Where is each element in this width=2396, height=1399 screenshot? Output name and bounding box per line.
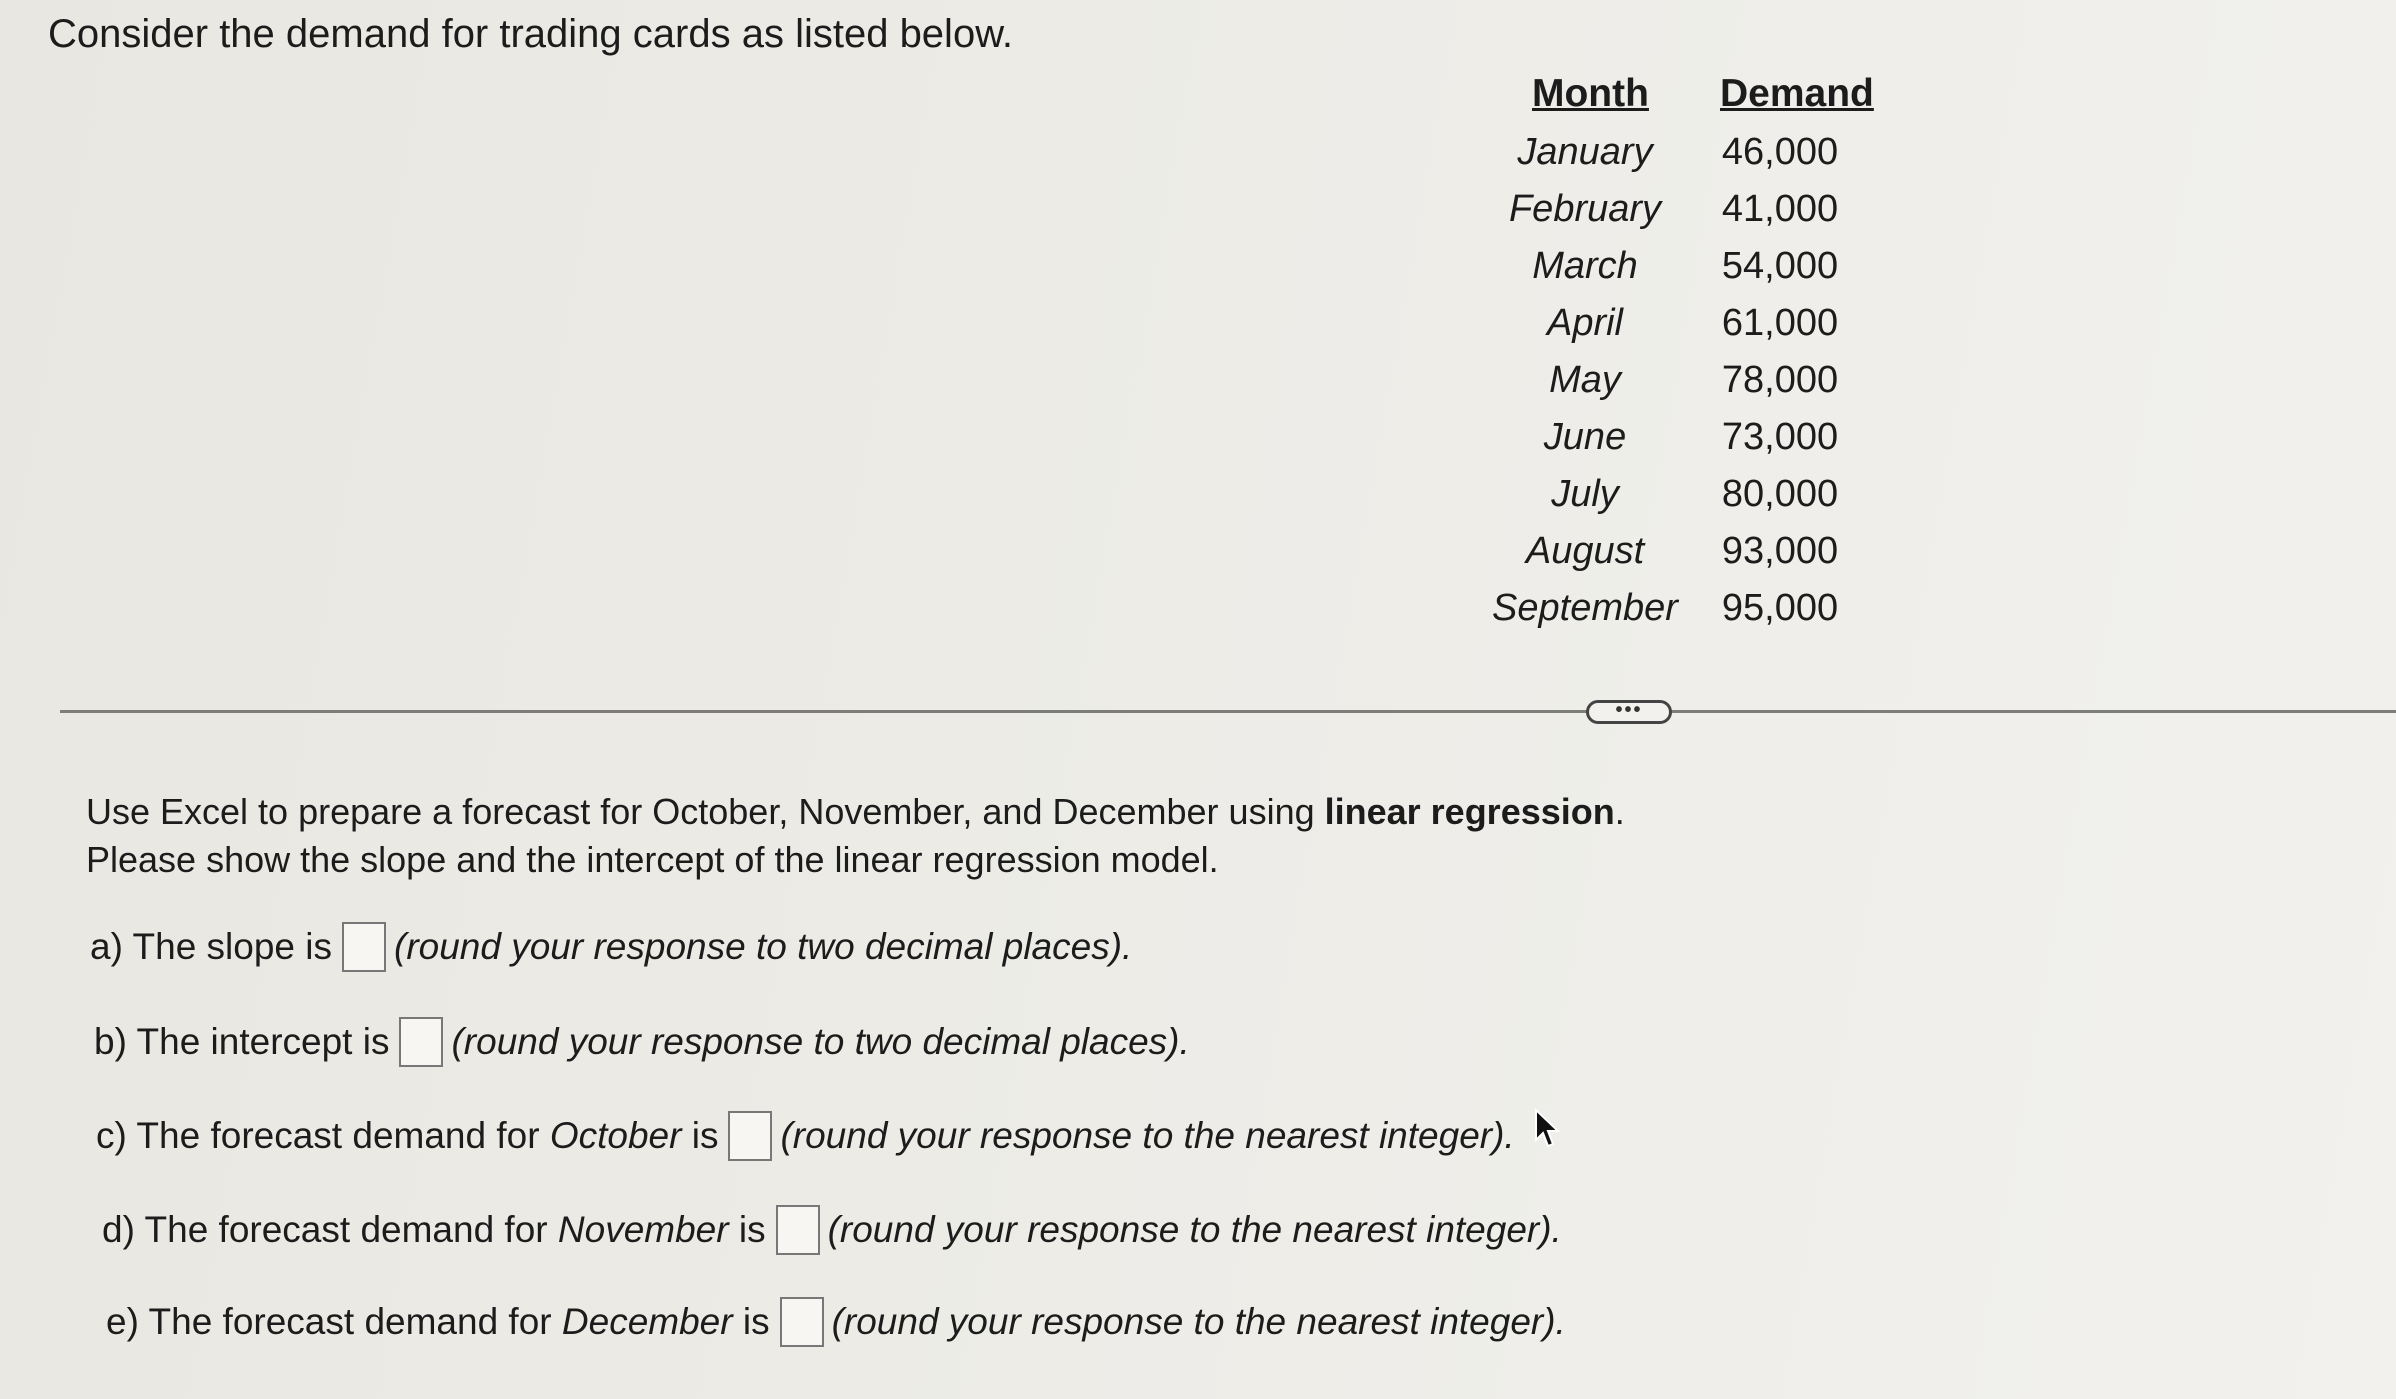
demand-cell: 80,000 — [1721, 473, 1839, 515]
question-d-label: d) The forecast demand for — [102, 1209, 558, 1250]
month-cell: September — [1492, 587, 1678, 629]
question-c — [96, 1111, 1515, 1161]
instructions-bold-method: linear regression — [1324, 791, 1615, 832]
instructions-line-2: Please show the slope and the intercept of the linear regression model. — [86, 839, 1219, 880]
table-row — [1480, 409, 1870, 466]
instructions-line-1 — [86, 788, 1625, 836]
question-e-note: (round your response to the nearest integer). — [831, 1301, 1566, 1342]
question-d-note: (round your response to the nearest integer). — [827, 1209, 1562, 1250]
slope-answer-input[interactable] — [342, 922, 386, 972]
demand-cell: 61,000 — [1721, 302, 1839, 344]
question-b-label: b) The intercept is — [94, 1021, 390, 1062]
question-b — [94, 1017, 1190, 1067]
expand-more-button[interactable]: ••• — [1586, 700, 1672, 724]
december-forecast-input[interactable] — [780, 1297, 824, 1347]
question-d — [102, 1205, 1562, 1255]
question-a-label: a) The slope is — [90, 926, 332, 967]
month-cell: February — [1508, 188, 1662, 230]
table-row — [1480, 580, 1870, 637]
demand-cell: 78,000 — [1721, 359, 1839, 401]
october-forecast-input[interactable] — [728, 1111, 772, 1161]
month-cell: July — [1551, 473, 1619, 515]
question-e-month: December — [561, 1301, 733, 1342]
question-a-note: (round your response to two decimal places). — [394, 926, 1133, 967]
month-cell: August — [1525, 530, 1645, 572]
table-row — [1480, 181, 1870, 238]
question-e-is: is — [732, 1301, 770, 1342]
month-column-header: Month — [1532, 72, 1649, 115]
demand-column-header: Demand — [1720, 72, 1874, 115]
section-divider — [60, 710, 2396, 713]
demand-cell: 95,000 — [1721, 587, 1839, 629]
question-b-note: (round your response to two decimal places). — [451, 1021, 1190, 1062]
month-cell: June — [1543, 416, 1627, 458]
question-c-label: c) The forecast demand for — [96, 1115, 550, 1156]
table-row — [1480, 238, 1870, 295]
instructions-line-1-suffix: . — [1614, 791, 1625, 832]
november-forecast-input[interactable] — [776, 1205, 820, 1255]
question-d-month: November — [557, 1209, 729, 1250]
month-cell: May — [1549, 359, 1621, 401]
month-cell: April — [1546, 302, 1624, 344]
table-row — [1480, 466, 1870, 523]
month-cell: March — [1532, 245, 1638, 287]
question-e-label: e) The forecast demand for — [106, 1301, 562, 1342]
table-row — [1480, 295, 1870, 352]
instructions — [86, 788, 1625, 884]
intercept-answer-input[interactable] — [399, 1017, 443, 1067]
demand-cell: 41,000 — [1721, 188, 1839, 230]
intro-text: Consider the demand for trading cards as listed below. — [48, 12, 1013, 56]
question-c-note: (round your response to the nearest integer). — [780, 1115, 1515, 1156]
question-d-is: is — [728, 1209, 766, 1250]
demand-cell: 93,000 — [1721, 530, 1839, 572]
question-e — [106, 1297, 1566, 1347]
table-row — [1480, 523, 1870, 580]
instructions-line-1-prefix: Use Excel to prepare a forecast for October, November, and December using — [86, 791, 1325, 832]
demand-cell: 46,000 — [1721, 131, 1839, 173]
month-cell: January — [1517, 131, 1653, 173]
table-row — [1480, 124, 1870, 181]
demand-table — [1480, 124, 1870, 637]
demand-cell: 73,000 — [1721, 416, 1839, 458]
question-a — [90, 922, 1132, 972]
table-row — [1480, 352, 1870, 409]
question-c-month: October — [549, 1115, 682, 1156]
question-c-is: is — [681, 1115, 719, 1156]
demand-cell: 54,000 — [1721, 245, 1839, 287]
mouse-pointer-icon — [1534, 1108, 1564, 1150]
